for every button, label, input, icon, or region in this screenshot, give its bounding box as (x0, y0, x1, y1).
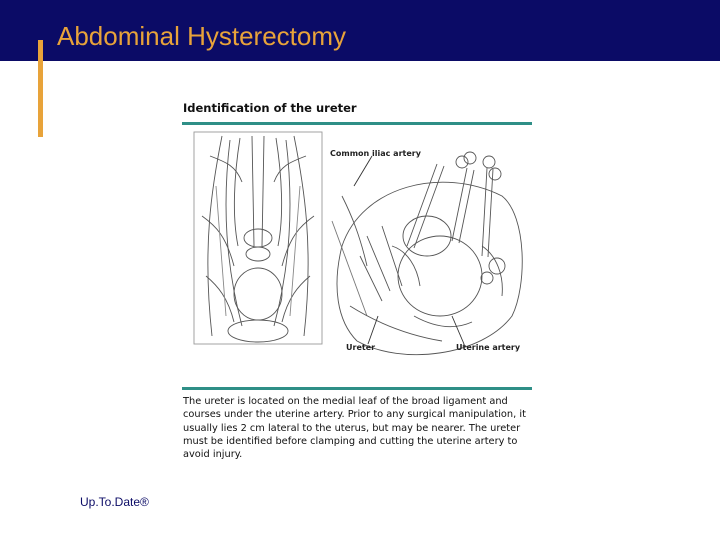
figure-bottom-rule (182, 387, 532, 390)
slide-title: Abdominal Hysterectomy (57, 21, 346, 51)
label-common-iliac-artery: Common iliac artery (330, 149, 421, 158)
ureter-illustration (182, 126, 532, 384)
figure-top-rule (182, 122, 532, 125)
accent-bar (38, 40, 43, 137)
label-uterine-artery: Uterine artery (456, 343, 521, 352)
figure (182, 100, 532, 470)
footer-brand: Up.To.Date® (80, 495, 149, 509)
figure-caption: The ureter is located on the medial leaf of the broad ligament and courses under the uterine artery. Prior to any surgical manipulation, it usually lies 2 cm lateral to the uterus, but may be nearer. The ureter must be identified before clamping and cutting the uterine artery to avoid injury. (183, 396, 526, 461)
figure-title: Identification of the ureter (183, 101, 357, 115)
label-ureter: Ureter (346, 343, 376, 352)
